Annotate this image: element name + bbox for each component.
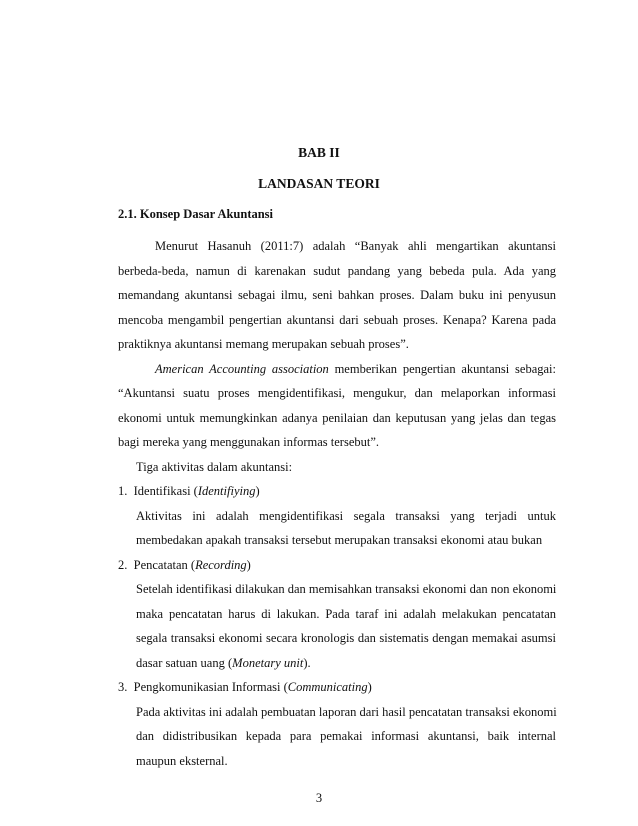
chapter-title: LANDASAN TEORI	[258, 176, 380, 191]
page-number: 3	[315, 791, 323, 805]
list-intro: Tiga aktivitas dalam akuntansi:	[136, 460, 293, 474]
italic-term: Monetary unit	[232, 656, 304, 670]
list-item-line: membedakan apakah transaksi tersebut merupakan transaksi ekonomi atau bukan	[136, 533, 543, 547]
list-item-line	[136, 655, 311, 671]
list-item-line: maka pencatatan harus di lakukan. Pada taraf ini adalah melakukan pencatatan	[136, 607, 556, 621]
text-run: Pengkomunikasian Informasi (	[133, 680, 288, 694]
list-number: 2.	[118, 558, 128, 572]
text-run: ).	[303, 656, 311, 670]
italic-term: Identifiying	[197, 484, 256, 498]
paragraph-line: Menurut Hasanuh (2011:7) adalah “Banyak ahli mengartikan akuntansi	[155, 239, 556, 253]
paragraph-line: praktiknya akuntansi memang merupakan sebuah proses”.	[118, 337, 409, 351]
paragraph-line: “Akuntansi suatu proses mengidentifikasi, mengukur, dan melaporkan informasi	[118, 386, 556, 400]
list-number: 3.	[118, 680, 128, 694]
list-item-heading	[118, 679, 372, 695]
text-run: Pencatatan (	[133, 558, 196, 572]
list-item-line: Aktivitas ini adalah mengidentifikasi segala transaksi yang terjadi untuk	[136, 509, 556, 523]
list-item-heading	[118, 557, 251, 573]
italic-term: Recording	[195, 558, 247, 572]
list-item-heading	[118, 483, 260, 499]
paragraph-line: memandang akuntansi sebagai ilmu, seni bahkan proses. Dalam buku ini penyusun	[118, 288, 556, 302]
text-run: Identifikasi (	[133, 484, 198, 498]
paragraph-line: mencoba mengambil pengertian akuntansi dari sebuah proses. Kenapa? Karena pada	[118, 313, 556, 327]
list-item-line: maupun eksternal.	[136, 754, 228, 768]
italic-term: American Accounting association	[155, 362, 329, 376]
paragraph-line: ekonomi untuk memungkinkan adanya penilaian dan keputusan yang jelas dan tegas	[118, 411, 556, 425]
section-title: 2.1. Konsep Dasar Akuntansi	[118, 207, 274, 221]
text-run: dasar satuan uang (	[136, 656, 233, 670]
text-run: )	[255, 484, 260, 498]
paragraph-line	[155, 361, 556, 377]
list-item-line: segala transaksi ekonomi secara kronologis dan sistematis dengan memakai asumsi	[136, 631, 556, 645]
list-item-line: dan didistribusikan kepada para pemakai informasi akuntansi, baik internal	[136, 729, 556, 743]
text-run: )	[367, 680, 372, 694]
list-number: 1.	[118, 484, 128, 498]
text-run: memberikan pengertian akuntansi sebagai:	[328, 362, 556, 376]
paragraph-line: berbeda-beda, namun di karenakan sudut pandang yang bebeda pula. Ada yang	[118, 264, 556, 278]
italic-term: Communicating	[287, 680, 368, 694]
text-run: )	[246, 558, 251, 572]
chapter-number: BAB II	[298, 145, 340, 160]
paragraph-line: bagi mereka yang menggunakan informas tersebut”.	[118, 435, 380, 449]
list-item-line: Setelah identifikasi dilakukan dan memisahkan transaksi ekonomi dan non ekonomi	[136, 582, 557, 596]
list-item-line: Pada aktivitas ini adalah pembuatan laporan dari hasil pencatatan transaksi ekonomi	[136, 705, 557, 719]
